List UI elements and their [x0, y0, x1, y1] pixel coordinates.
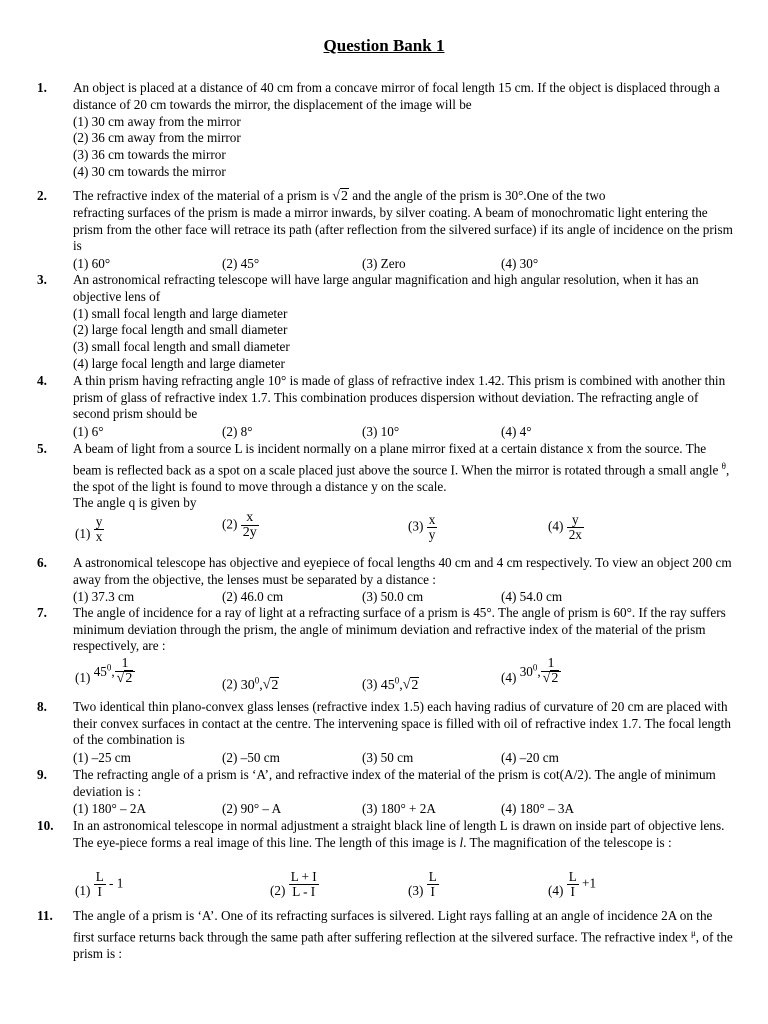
- question-number: 7.: [37, 605, 47, 620]
- question-text-a: A beam of light from a source L is incident normally on a plane mirror fixed at a certain distance x from the source. The beam is reflected back as a spot on a scale placed just above the source I. When the mirror is rotated through a small angle: [73, 441, 719, 477]
- option-3: [362, 675, 419, 694]
- option-3: (3) small focal length and small diameter: [73, 339, 290, 354]
- question-text-a: In an astronomical telescope in normal adjustment a straight black line of length L is drawn on inside part of objective lens. The eye-piece forms a real image of this line. The length of this image is: [73, 818, 725, 850]
- question-text-rest: refracting surfaces of the prism is made a mirror inwards, by silver coating. A beam of monochromatic light entering the prism from the other face will retrace its path (after reflection from the silvered surface) if its angle of incidence on the prism is: [73, 205, 733, 254]
- degree-sup: 0: [254, 675, 260, 685]
- fraction: [427, 513, 438, 542]
- option-1: (1) 60°: [73, 256, 111, 271]
- question-number: 5.: [37, 441, 47, 456]
- angle: $30^0$,: [240, 675, 263, 693]
- option-3: (3) 36 cm towards the mirror: [73, 147, 226, 162]
- option-1: [75, 515, 104, 542]
- option-4: (4) –20 cm: [501, 750, 559, 765]
- question-text-b: , of the prism is :: [73, 928, 733, 961]
- option-label: (4): [548, 518, 564, 534]
- denominator: I: [94, 884, 106, 899]
- option-2: (2) –50 cm: [222, 750, 280, 765]
- question-text: Two identical thin plano-convex glass lenses (refractive index 1.5) each having radius of curvature of 20 cm are placed with their convex surfaces in contact at the centre. The intervening space is filled with oil of refractive index 1.7. The focal length of the combination is: [73, 699, 731, 748]
- fraction: [94, 870, 106, 899]
- question-text: The refracting angle of a prism is ‘A’, and refractive index of the material of the prism is cot(A/2). The angle of minimum deviation is :: [73, 767, 716, 799]
- option-label: (1): [75, 670, 91, 685]
- question-text-b: and the angle of the prism is 30°.One of the two: [352, 188, 606, 203]
- numerator: y: [571, 512, 579, 527]
- option-3: (3) 50.0 cm: [362, 589, 424, 604]
- angle: $45^0$,: [93, 662, 115, 680]
- theta-symbol: θ: [721, 460, 726, 471]
- option-label: (3): [408, 518, 424, 534]
- option-label: (1): [75, 883, 91, 898]
- option-2: (2) 8°: [222, 424, 253, 439]
- denominator: 2y: [242, 525, 257, 540]
- suffix: +1: [582, 875, 597, 891]
- option-1: (1) 180° – 2A: [73, 801, 147, 816]
- sqrt-radicand: 2: [125, 671, 133, 686]
- option-4: (4) 180° – 3A: [501, 801, 575, 816]
- option-3: (3) 50 cm: [362, 750, 414, 765]
- question-number: 1.: [37, 80, 47, 95]
- denominator: √2: [115, 671, 136, 686]
- numerator: L: [428, 869, 437, 884]
- degree-sup: 0: [394, 675, 400, 685]
- option-label: (1): [75, 526, 91, 541]
- question-number: 3.: [37, 272, 47, 287]
- numerator: 1: [121, 656, 129, 671]
- option-1: (1) –25 cm: [73, 750, 131, 765]
- option-4: (4) large focal length and large diameter: [73, 356, 285, 371]
- sqrt-radicand: 2: [340, 189, 348, 204]
- option-4: [501, 657, 561, 686]
- option-label: (3): [408, 883, 424, 898]
- fraction: [289, 870, 319, 899]
- fraction: [94, 515, 105, 544]
- option-4: (4) 4°: [501, 424, 532, 439]
- angle: $30^0$,: [519, 662, 541, 680]
- option-1: [75, 657, 135, 686]
- question-text: [73, 908, 733, 962]
- sqrt-radicand: 2: [551, 671, 559, 686]
- denominator: 2x: [568, 527, 582, 542]
- angle-value: 30: [240, 677, 255, 693]
- option-4: [548, 513, 584, 542]
- numerator: x: [246, 510, 254, 525]
- question-text: A astronomical telescope has objective and eyepiece of focal lengths 40 cm and 4 cm respectively. To view an object 200 cm away from the objective, the lenses must be separated by a distance :: [73, 555, 732, 587]
- option-4: (4) 30°: [501, 256, 539, 271]
- suffix: - 1: [109, 875, 124, 891]
- sqrt-expression: √2: [332, 189, 348, 204]
- denominator: I: [567, 884, 579, 899]
- option-2: (2) 36 cm away from the mirror: [73, 130, 241, 145]
- option-3: (3) 180° + 2A: [362, 801, 436, 816]
- denominator: x: [95, 529, 103, 544]
- option-3: [408, 513, 437, 542]
- sqrt-radicand: 2: [271, 677, 279, 693]
- question-text: [73, 441, 733, 512]
- question-number: 2.: [37, 188, 47, 203]
- angle-value: 30: [519, 664, 533, 680]
- denominator: I: [427, 884, 439, 899]
- degree-sup: 0: [532, 662, 538, 673]
- option-4: [548, 870, 596, 899]
- option-label: (2): [270, 883, 286, 898]
- question-number: 10.: [37, 818, 54, 833]
- option-2: [222, 511, 259, 540]
- question-text: The angle of incidence for a ray of light at a refracting surface of a prism is 45°. The angle of prism is 60°. If the ray suffers minimum deviation through the prism, the angle of minimum deviation and refractive index of the material of the prism respectively, are :: [73, 605, 726, 654]
- question-text-c: The angle q is given by: [73, 495, 197, 511]
- question-number: 9.: [37, 767, 47, 782]
- option-3: (3) 10°: [362, 424, 400, 439]
- fraction: [567, 513, 584, 542]
- question-text-b: , the spot of the light is found to move through a distance y on the scale.: [73, 461, 730, 494]
- option-1: (1) 6°: [73, 424, 104, 439]
- numerator: L: [95, 869, 104, 884]
- angle-value: 45: [380, 677, 395, 693]
- mu-symbol: μ: [690, 927, 696, 938]
- option-label: (2): [222, 516, 238, 532]
- question-number: 11.: [37, 908, 53, 923]
- angle: $45^0$,: [380, 675, 403, 693]
- sqrt-expression: √2: [262, 677, 279, 693]
- option-2: (2) 90° – A: [222, 801, 282, 816]
- question-text-a: The angle of a prism is ‘A’. One of its refracting surfaces is silvered. Light rays falling at an angle of incidence 2A on the first surface returns back through the same path after suffering reflection at the silvered surface. The refractive index: [73, 908, 713, 944]
- option-label: (4): [501, 670, 517, 685]
- question-number: 8.: [37, 699, 47, 714]
- option-label: (4): [548, 883, 564, 898]
- question-number: 4.: [37, 373, 47, 388]
- fraction: [567, 870, 579, 899]
- question-text-a: The refractive index of the material of a prism is: [73, 188, 329, 203]
- denominator: √2: [541, 671, 562, 686]
- page-title: Question Bank 1: [323, 36, 445, 55]
- fraction: [241, 511, 259, 540]
- question-text: [73, 818, 733, 851]
- fraction: [541, 657, 562, 686]
- fraction: [427, 870, 439, 899]
- question-number: 6.: [37, 555, 47, 570]
- option-2: [222, 675, 279, 694]
- sqrt-expression: √2: [402, 677, 419, 693]
- question-text: An object is placed at a distance of 40 cm from a concave mirror of focal length 15 cm. If the object is displaced through a distance of 20 cm towards the mirror, the displacement of the image will be: [73, 80, 720, 112]
- degree-sup: 0: [106, 662, 112, 673]
- numerator: L + I: [290, 869, 317, 884]
- option-1: [75, 870, 123, 899]
- option-label: (2): [222, 676, 238, 692]
- question-text: A thin prism having refracting angle 10° is made of glass of refractive index 1.42. This prism is combined with another thin prism of glass of refractive index 1.7. This combination produces dispersion without deviation. The refracting angle of second prism should be: [73, 373, 726, 422]
- option-3: [408, 870, 439, 899]
- length-symbol: l: [459, 834, 464, 850]
- denominator: y: [428, 527, 436, 542]
- numerator: y: [95, 514, 103, 529]
- question-text: An astronomical refracting telescope will have large angular magnification and high angular resolution, when it has an objective lens of: [73, 272, 699, 304]
- question-text-line1: [73, 188, 605, 205]
- question-text-b: . The magnification of the telescope is :: [463, 834, 672, 850]
- option-4: (4) 54.0 cm: [501, 589, 563, 604]
- fraction: [115, 657, 136, 686]
- numerator: 1: [547, 656, 555, 671]
- option-4: (4) 30 cm towards the mirror: [73, 164, 226, 179]
- option-3: (3) Zero: [362, 256, 406, 271]
- denominator: L - I: [289, 884, 319, 899]
- sqrt-radicand: 2: [411, 677, 419, 693]
- option-2: [270, 870, 319, 899]
- option-2: (2) 46.0 cm: [222, 589, 284, 604]
- option-label: (3): [362, 676, 378, 692]
- numerator: L: [568, 869, 577, 884]
- option-1: (1) 30 cm away from the mirror: [73, 114, 241, 129]
- angle-value: 45: [93, 664, 107, 680]
- option-1: (1) 37.3 cm: [73, 589, 135, 604]
- option-2: (2) 45°: [222, 256, 260, 271]
- numerator: x: [428, 512, 436, 527]
- option-2: (2) large focal length and small diameter: [73, 322, 288, 337]
- option-1: (1) small focal length and large diameter: [73, 306, 288, 321]
